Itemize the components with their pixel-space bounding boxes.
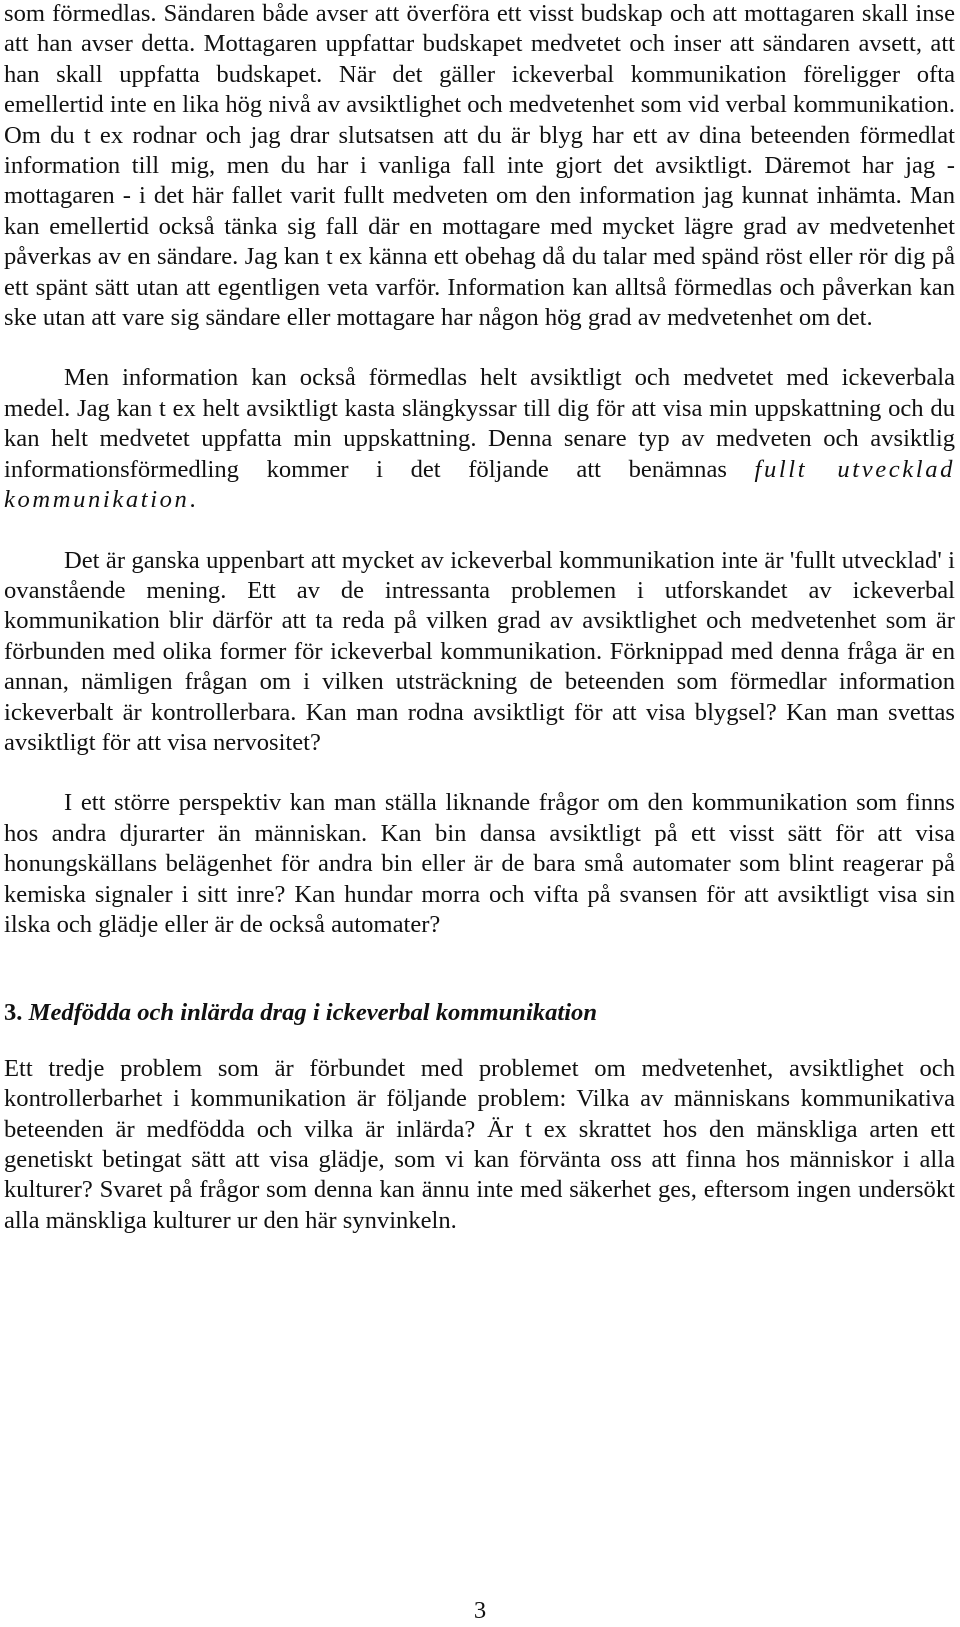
section-title: Medfödda och inlärda drag i ickeverbal kommunikation — [28, 999, 598, 1027]
page-content — [4, 0, 955, 1236]
emphasis-term: fullt utvecklad kommunikation — [4, 455, 956, 514]
paragraph-2-text: Men information kan också förmedlas helt avsiktligt och medvetet med ickeverbala medel. Jag kan t ex helt avsiktligt kasta slängkyssar till dig för att visa min uppskattning och du kan helt medvetet uppfatta min uppskattning. Denna senare typ av medveten och avsiktlig informationsförmedling kommer i det följande att benämnas — [4, 364, 955, 483]
paragraph-1: som förmedlas. Sändaren både avser att överföra ett visst budskap och att mottagaren skall inse att han avser detta. Mottagaren uppfattar budskapet medvetet och inser att sändaren avsett, att han skall uppfatta budskapet. När det gäller ickeverbal kommunikation föreligger ofta emellertid inte en lika hög nivå av avsiktlighet och medvetenhet som vid verbal kommunikation. Om du t ex rodnar och jag drar slutsatsen att du är blyg har ett av dina beteenden förmedlat information till mig, men du har i vanliga fall inte gjort det avsiktligt. Däremot har jag - mottagaren - i det här fallet varit fullt medveten om den information jag kunnat inhämta. Man kan emellertid också tänka sig fall där en mottagare med mycket lägre grad av medvetenhet påverkas av en sändare. Jag kan t ex känna ett obehag då du talar med spänd röst eller rör dig på ett spänt sätt utan att egentligen veta varför. Information kan alltså förmedlas och påverkan kan ske utan att vare sig sändare eller mottagare har någon hög grad av medvetenhet om det. — [4, 0, 955, 332]
page-number: 3 — [473, 1597, 487, 1624]
section-number: 3. — [4, 999, 23, 1027]
paragraph-2-end: . — [189, 486, 196, 514]
paragraph-3: Det är ganska uppenbart att mycket av ickeverbal kommunikation inte är 'fullt utvecklad' i ovanstående mening. Ett av de intressanta problemen i utforskandet av ickeverbal kommunikation blir därför att ta reda på vilken grad av avsiktlighet och medvetenhet som är förbunden med olika former för ickeverbal kommunikation. Förknippad med denna fråga är en annan, nämligen frågan om i vilken utsträckning de beteenden som förmedlar information ickeverbalt är kontrollerbara. Kan man rodna avsiktligt för att visa blygsel? Kan man svettas avsiktligt för att visa nervositet? — [4, 546, 955, 756]
paragraph-4: I ett större perspektiv kan man ställa liknande frågor om den kommunikation som finns hos andra djurarter än människan. Kan bin dansa avsiktligt på ett visst sätt för att visa honungskällans belägenhet för andra bin eller är de bara små automater som blint reagerar på kemiska signaler i sitt inre? Kan hundar morra och vifta på svansen för att avsiktligt visa sin ilska och glädje eller är de också automater? — [4, 789, 955, 938]
section-heading — [4, 998, 955, 1028]
section-paragraph: Ett tredje problem som är förbundet med problemet om medvetenhet, avsiktlighet och kontrollerbarhet i kommunikation är följande problem: Vilka av människans kommunikativa beteenden är medfödda och vilka är inlärda? Är t ex skrattet hos den mänskliga arten ett genetiskt betingat sätt att visa glädje, som vi kan förvänta oss att finna hos människor i alla kulturer? Svaret på frågor som denna kan ännu inte med säkerhet ges, eftersom ingen undersökt alla mänskliga kulturer ur den här synvinkeln. — [4, 1054, 955, 1234]
paragraph-2 — [4, 363, 955, 515]
